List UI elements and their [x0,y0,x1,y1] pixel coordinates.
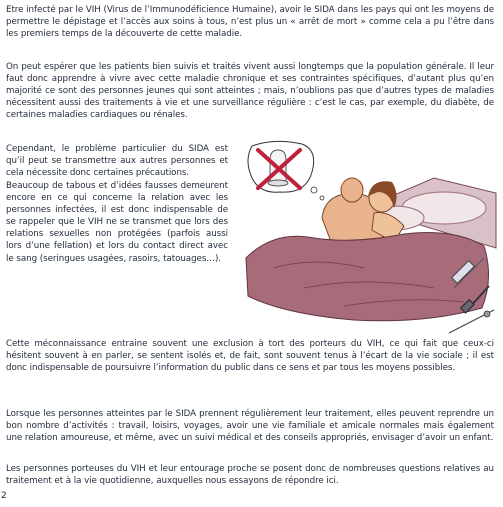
crossed-out-condom-icon [248,141,324,200]
paragraph-questions: Les personnes porteuses du VIH et leur entourage proche se posent donc de nombreuses questions relatives au traitement et à la vie quotidienne, auxquelles nous essayons de répondre ici. [6,464,494,487]
paragraph-chronic-disease: On peut espérer que les patients bien suivis et traités vivent aussi longtemps que la population générale. Il leur faut donc apprendre à vivre avec cette maladie chronique et ses contraintes spécifiques, d’autant plus qu’en majorité ce sont des personnes jeunes qui sont atteintes ; mais, n’oublions pas que d’autres types de maladies nécessitent aussi des traitements à vie et une surveillance régulière : c’est le cas, par exemple, du diabète, de certaines maladies cardiaques ou rénales. [6,62,494,121]
paragraph-transmission: Cependant, le problème particulier du SIDA est qu’il peut se transmettre aux autres personnes et cela nécessite donc certaines précautions. [6,144,228,179]
paragraph-exclusion: Cette méconnaissance entraine souvent une exclusion à tort des porteurs du VIH, ce qui fait que ceux-ci hésitent souvent à en parler, se sentent isolés et, de fait, sont souvent tenus à l’écart de la vie sociale ; il est donc indispensable de poursuivre l’information du public dans ce sens et par tous les moyens possibles. [6,339,494,374]
paragraph-taboos: Beaucoup de tabous et d’idées fausses demeurent encore en ce qui concerne la relation avec les personnes infectées, il est donc indispensable de se rappeler que le VIH ne se transmet que lors des relations sexuelles non protégées (parfois aussi lors d’une fellation) et lors du contact direct avec le sang (seringues usagées, rasoirs, tatouages…). [6,181,228,264]
paragraph-activities: Lorsque les personnes atteintes par le SIDA prennent régulièrement leur traitement, elles peuvent reprendre un bon nombre d’activités : travail, loisirs, voyages, avoir une vie familiale et amicale normales mais également une relation amoureuse, et même, avec un suivi médical et des conseils appropriés, envisager d’avoir un enfant. [6,409,494,444]
couple-in-bed-illustration [244,138,499,338]
paragraph-intro: Etre infecté par le VIH (Virus de l’Immunodéficience Humaine), avoir le SIDA dans les pays qui ont les moyens de permettre le dépistage et l’accès aux soins à tous, n’est plus un « arrêt de mort » comme cela a pu l’être dans les premiers temps de la découverte de cette maladie. [6,5,494,40]
page-number: 2 [1,491,7,501]
